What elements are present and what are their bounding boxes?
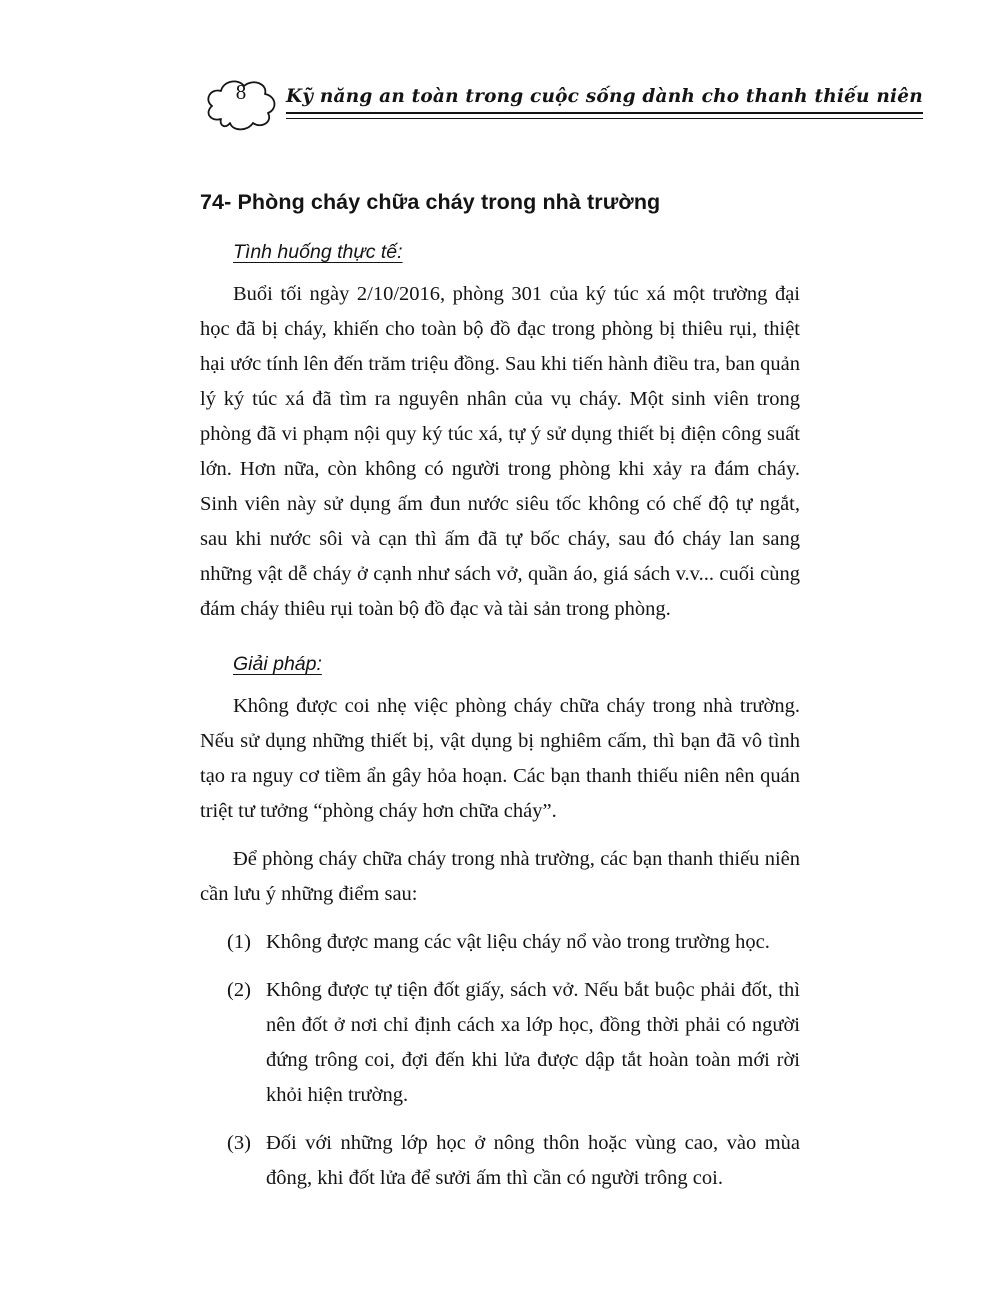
paragraph-situation: Buổi tối ngày 2/10/2016, phòng 301 của ký túc xá một trường đại học đã bị cháy, khiến cho toàn bộ đồ đạc trong phòng bị thiêu rụi, thiệt hại ước tính lên đến trăm triệu đồng. Sau khi tiến hành điều tra, ban quản lý ký túc xá đã tìm ra nguyên nhân của vụ cháy. Một sinh viên trong phòng đã vi phạm nội quy ký túc xá, tự ý sử dụng thiết bị điện công suất lớn. Hơn nữa, còn không có người trong phòng khi xảy ra đám cháy. Sinh viên này sử dụng ấm đun nước siêu tốc không có chế độ tự ngắt, sau khi nước sôi và cạn thì ấm đã tự bốc cháy, sau đó cháy lan sang những vật dễ cháy ở cạnh như sách vở, quần áo, giá sách v.v... cuối cùng đám cháy thiêu rụi toàn bộ đồ đạc và tài sản trong phòng. [200, 283, 800, 620]
list-item [200, 925, 800, 960]
section-heading-situation: Tình huống thực tế: [233, 241, 403, 263]
header-divider [286, 112, 923, 119]
section-heading-solution: Giải pháp: [233, 653, 322, 675]
page-number-badge [202, 76, 280, 132]
list-item-text: Không được mang các vật liệu cháy nổ vào trong trường học. [266, 931, 770, 953]
paragraph-solution-2: Để phòng cháy chữa cháy trong nhà trường, các bạn thanh thiếu niên cần lưu ý những điểm sau: [200, 848, 800, 905]
list-item [200, 1126, 800, 1196]
article-title: 74- Phòng cháy chữa cháy trong nhà trường [200, 190, 661, 214]
paragraph-solution-1: Không được coi nhẹ việc phòng cháy chữa cháy trong nhà trường. Nếu sử dụng những thiết bị, vật dụng bị nghiêm cấm, thì bạn đã vô tình tạo ra nguy cơ tiềm ẩn gây hỏa hoạn. Các bạn thanh thiếu niên nên quán triệt tư tưởng “phòng cháy hơn chữa cháy”. [200, 695, 800, 822]
list-item-text: Không được tự tiện đốt giấy, sách vở. Nếu bắt buộc phải đốt, thì nên đốt ở nơi chỉ định cách xa lớp học, đồng thời phải có người đứng trông coi, đợi đến khi lửa được dập tắt hoàn toàn mới rời khỏi hiện trường. [266, 979, 800, 1106]
list-item-marker: (3) [227, 1132, 251, 1154]
page-header [200, 76, 923, 128]
book-title: Kỹ năng an toàn trong cuộc sống dành cho thanh thiếu niên [286, 86, 923, 107]
list-item-marker: (1) [227, 931, 251, 953]
header-right [286, 86, 923, 128]
list-item [200, 973, 800, 1113]
page-number: 8 [235, 80, 247, 104]
safety-points-list [200, 925, 800, 1196]
list-item-marker: (2) [227, 979, 251, 1001]
list-item-text: Đối với những lớp học ở nông thôn hoặc vùng cao, vào mùa đông, khi đốt lửa để sưởi ấm thì cần có người trông coi. [266, 1132, 800, 1189]
